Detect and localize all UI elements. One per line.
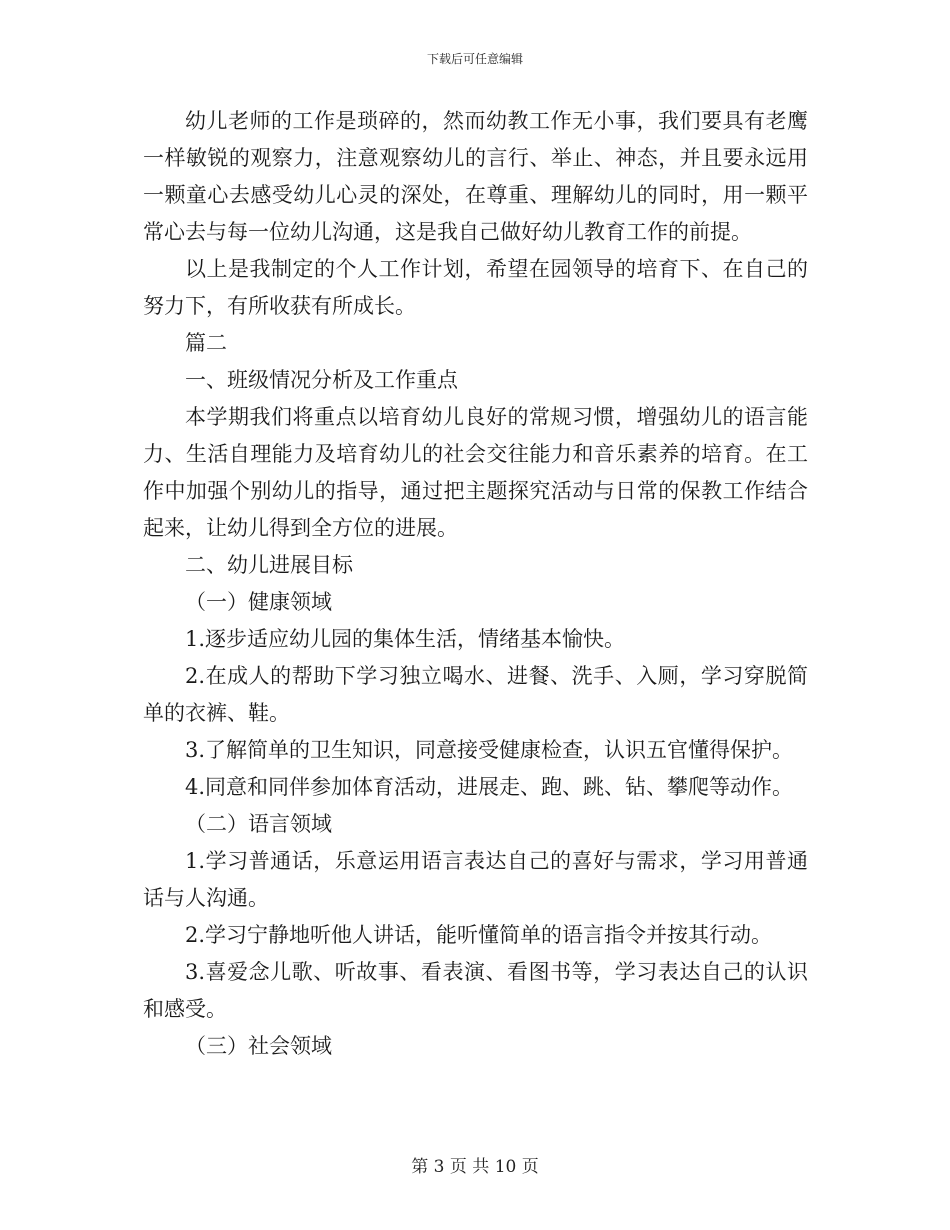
list-item: 4.同意和同伴参加体育活动，进展走、跑、跳、钻、攀爬等动作。 xyxy=(185,775,794,799)
section-heading: 一、班级情况分析及工作重点 xyxy=(185,368,458,392)
list-item: 1.逐步适应幼儿园的集体生活，情绪基本愉快。 xyxy=(185,627,626,651)
paragraph: 本学期我们将重点以培育幼儿良好的常规习惯，增强幼儿的语言能力、生活自理能力及培育幼儿的社会交往能力和音乐素养的培育。在工作中加强个别幼儿的指导，通过把主题探究活动与日常的保教工作结合起来，让幼儿得到全方位的进展。 xyxy=(143,405,808,540)
section-heading: 二、幼儿进展目标 xyxy=(185,553,353,577)
list-item: 3.了解简单的卫生知识，同意接受健康检查，认识五官懂得保护。 xyxy=(185,738,794,762)
subsection-heading: （三）社会领域 xyxy=(185,1034,332,1058)
page-footer: 第 3 页 共 10 页 xyxy=(411,1157,539,1177)
list-item: 3.喜爱念儿歌、听故事、看表演、看图书等，学习表达自己的认识和感受。 xyxy=(143,960,808,1021)
list-item: 2.学习宁静地听他人讲话，能听懂简单的语言指令并按其行动。 xyxy=(185,923,773,947)
list-item: 1.学习普通话，乐意运用语言表达自己的喜好与需求，学习用普通话与人沟通。 xyxy=(143,849,808,910)
subsection-heading: （一）健康领域 xyxy=(185,590,332,614)
paragraph: 幼儿老师的工作是琐碎的，然而幼教工作无小事，我们要具有老鹰一样敏锐的观察力，注意观察幼儿的言行、举止、神态，并且要永远用一颗童心去感受幼儿心灵的深处，在尊重、理解幼儿的同时，用一颗平常心去与每一位幼儿沟通，这是我自己做好幼儿教育工作的前提。 xyxy=(143,109,808,244)
list-item: 2.在成人的帮助下学习独立喝水、进餐、洗手、入厕，学习穿脱简单的衣裤、鞋。 xyxy=(143,664,808,725)
section-heading: 篇二 xyxy=(185,331,227,355)
subsection-heading: （二）语言领域 xyxy=(185,812,332,836)
page-header: 下载后可任意编辑 xyxy=(426,52,523,66)
document-body xyxy=(143,103,808,1065)
paragraph: 以上是我制定的个人工作计划，希望在园领导的培育下、在自己的努力下，有所收获有所成长。 xyxy=(143,257,808,318)
